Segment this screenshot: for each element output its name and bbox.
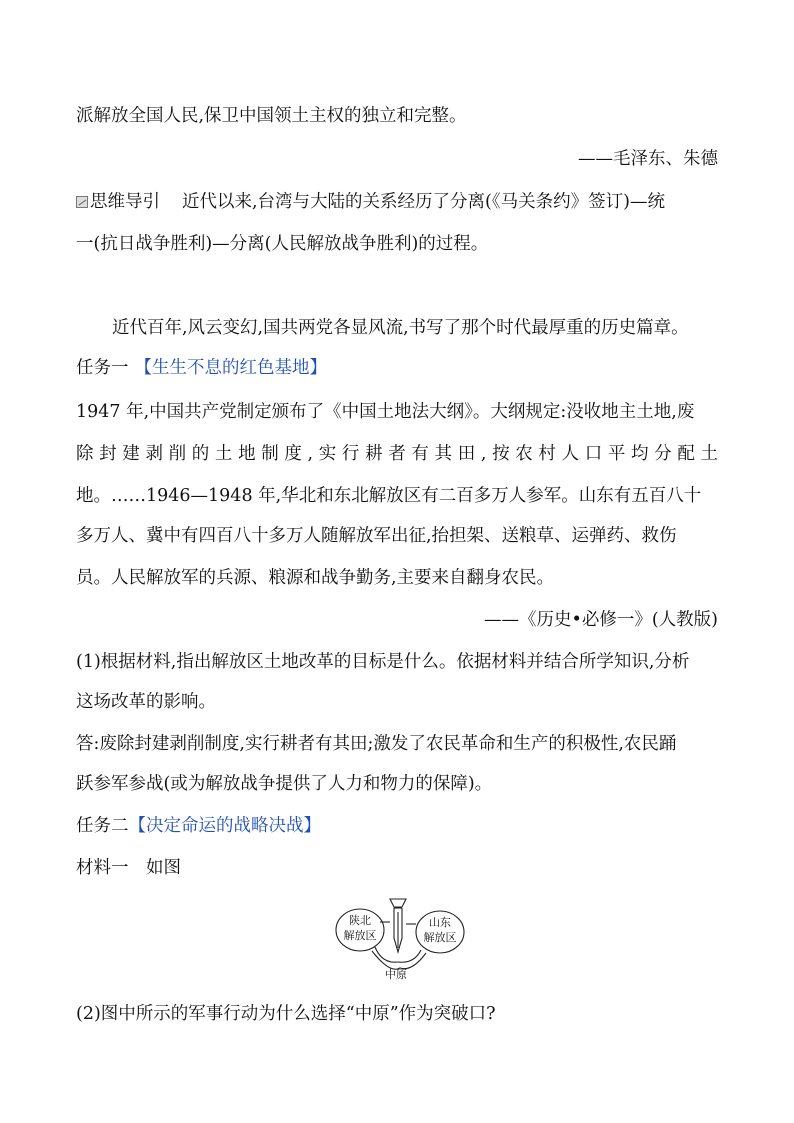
- intro-paragraph: 近代百年,风云变幻,国共两党各显风流,书写了那个时代最厚重的历史篇章。: [112, 318, 689, 338]
- connector-bottom: [372, 951, 426, 969]
- arrow-cap: [390, 899, 406, 907]
- material-line: 除封建剥削的土地制度,实行耕者有其田,按农村人口平均分配土: [76, 444, 718, 464]
- quote-source: ——毛泽东、朱德: [578, 149, 718, 169]
- task-label: 任务二: [76, 816, 129, 836]
- task-title: 【决定命运的战略决战】: [128, 816, 321, 836]
- text-line: 一(抗日战争胜利)—分离(人民解放战争胜利)的过程。: [76, 234, 489, 254]
- material-line: 地。……1946—1948 年,华北和东北解放区有二百多万人参军。山东有五百八十: [76, 486, 702, 506]
- text-line: 派解放全国人民,保卫中国领土主权的独立和完整。: [76, 106, 467, 126]
- guide-text: 近代以来,台湾与大陆的关系经历了分离(《马关条约》签订)—统: [182, 192, 665, 212]
- task-title: 【生生不息的红色基地】: [134, 358, 327, 378]
- guide-icon: [76, 196, 88, 208]
- answer-line: 跃参军参战(或为解放战争提供了人力和物力的保障)。: [76, 774, 493, 794]
- shandong-label-2: 解放区: [423, 931, 457, 944]
- zhongyuan-label: 中原: [385, 968, 407, 981]
- task-one-heading: [76, 356, 327, 380]
- shaanbei-label-1: 陕北: [349, 914, 371, 927]
- answer-line: 答:废除封建剥削制度,实行耕者有其田;激发了农民革命和生产的积极性,农民踊: [76, 734, 677, 754]
- material-line: 多万人、冀中有四百八十多万人随解放军出征,抬担架、送粮草、运弹药、救伤: [76, 526, 677, 546]
- question-line: 这场改革的影响。: [76, 692, 216, 712]
- thinking-guide-line: [76, 190, 665, 214]
- shandong-label-1: 山东: [429, 916, 451, 929]
- guide-label: 思维导引: [90, 192, 160, 212]
- task-two-heading: [76, 814, 321, 838]
- material-line: 员。人民解放军的兵源、粮源和战争勤务,主要来自翻身农民。: [76, 568, 555, 588]
- question-line: (1)根据材料,指出解放区土地改革的目标是什么。依据材料并结合所学知识,分析: [76, 652, 690, 672]
- material-line: 1947 年,中国共产党制定颁布了《中国土地法大纲》。大纲规定:没收地主土地,废: [76, 402, 695, 422]
- connector-right: [398, 950, 421, 962]
- strategic-offensive-diagram: [330, 892, 470, 982]
- material-source: ——《历史•必修一》(人教版): [484, 610, 718, 630]
- connector-left: [375, 947, 398, 962]
- material-label: 材料一 如图: [76, 858, 181, 878]
- task-label: 任务一: [76, 358, 129, 378]
- question-line: (2)图中所示的军事行动为什么选择“中原”作为突破口?: [76, 1004, 496, 1024]
- shaanbei-label-2: 解放区: [343, 929, 377, 942]
